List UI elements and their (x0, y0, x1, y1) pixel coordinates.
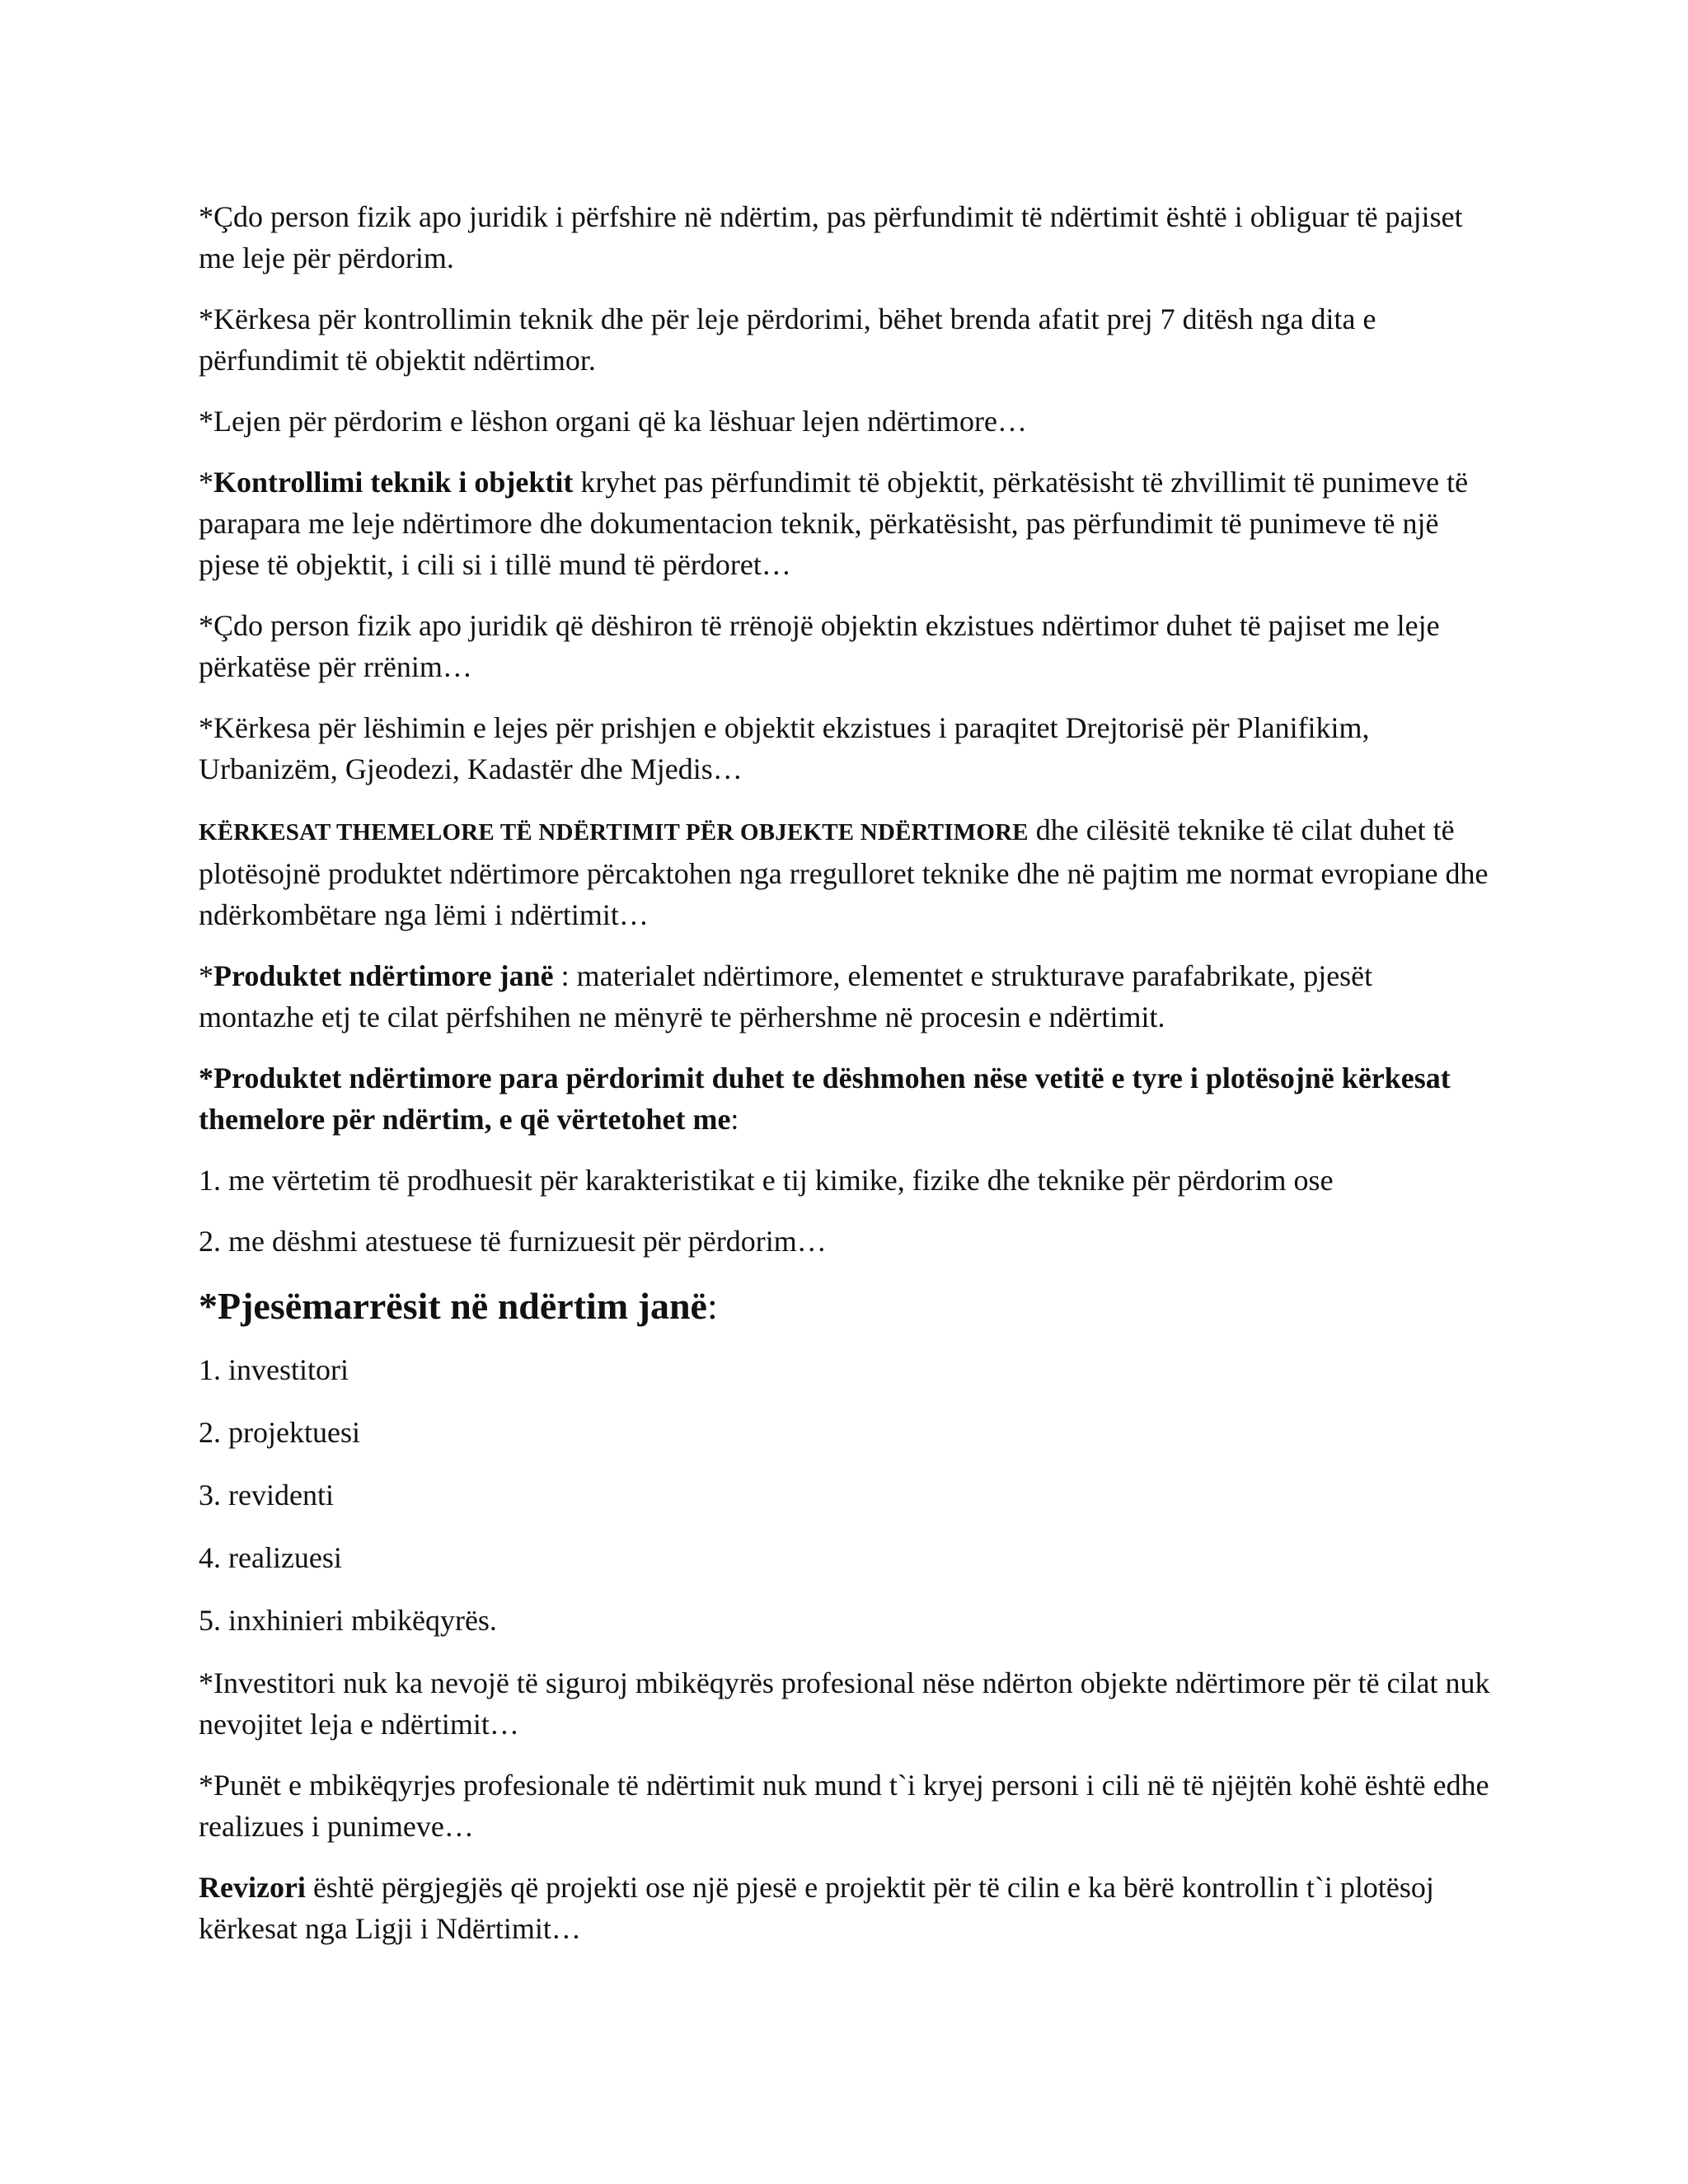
bold-term-construction-products: Produktet ndërtimore janë (213, 959, 554, 992)
caps-term-basic-requirements: KËRKESAT THEMELORE TË NDËRTIMIT PËR OBJEKTE NDËRTIMORE (199, 819, 1029, 846)
paragraph-body: : materialet ndërtimore, elementet e strukturave parafabrikate, pjesët montazhe etj te cilat përfshihen ne mënyrë te përhershme në procesin e ndërtimit. (199, 959, 1373, 1033)
paragraph-permit-issuer: *Lejen për përdorim e lëshon organi që ka lëshuar lejen ndërtimore… (199, 405, 1027, 438)
list-item-participant: 5. inxhinieri mbikëqyrës. (199, 1604, 497, 1637)
list-item-participant: 4. realizuesi (199, 1541, 342, 1574)
heading-colon: : (706, 1285, 718, 1327)
paragraph-demolition-request: *Kërkesa për lëshimin e lejes për prishjen e objektit ekzistues i paraqitet Drejtorisë për Planifikim, Urbanizëm, Gjeodezi, Kadastër dhe Mjedis… (199, 711, 1370, 785)
paragraph-body: kryhet pas përfundimit të objektit, përkatësisht të zhvillimit të punimeve të parapara me leje ndërtimore dhe dokumentacion teknik, përkatësisht, pas përfundimit të punimeve të një pjese të objektit, i cili si i tillë mund të përdoret… (199, 466, 1469, 581)
paragraph-body: : (730, 1103, 739, 1136)
bold-products-proof: *Produktet ndërtimore para përdorimit duhet te dëshmohen nëse vetitë e tyre i plotësojnë kërkesat themelore për ndërtim, e që vërtetohet me (199, 1062, 1451, 1136)
list-item-participant: 2. projektuesi (199, 1416, 360, 1449)
list-item-proof-1: 1. me vërtetim të prodhuesit për karakteristikat e tij kimike, fizike dhe teknike për përdorim ose (199, 1164, 1334, 1197)
paragraph-body: dhe cilësitë teknike të cilat duhet të plotësojnë produktet ndërtimore përcaktohen nga rregulloret teknike dhe në pajtim me normat evropiane dhe ndërkombëtare nga lëmi i ndërtimit… (199, 813, 1489, 931)
list-item-proof-2: 2. me dëshmi atestuese të furnizuesit për përdorim… (199, 1225, 827, 1258)
heading-bold: *Pjesëmarrësit në ndërtim janë (199, 1285, 707, 1327)
paragraph-technical-control-request: *Kërkesa për kontrollimin teknik dhe për leje përdorimi, bëhet brenda afatit prej 7 ditësh nga dita e përfundimit të objektit ndërtimor. (199, 302, 1376, 377)
paragraph-supervision-conflict: *Punët e mbikëqyrjes profesionale të ndërtimit nuk mund t`i kryej personi i cili në të njëjtën kohë është edhe realizues i punimeve… (199, 1769, 1489, 1843)
paragraph-use-permit-obligation: *Çdo person fizik apo juridik i përfshire në ndërtim, pas përfundimit të ndërtimit është i obliguar të pajiset me leje për përdorim. (199, 200, 1463, 274)
list-item-participant: 1. investitori (199, 1353, 349, 1386)
paragraph-products-proof (199, 1057, 1493, 1140)
paragraph-demolition-permit: *Çdo person fizik apo juridik që dëshiron të rrënojë objektin ekzistues ndërtimor duhet të pajiset me leje përkatëse për rrënim… (199, 609, 1440, 683)
paragraph-technical-control (199, 462, 1493, 585)
bold-term-auditor: Revizori (199, 1871, 306, 1904)
paragraph-prefix: * (199, 466, 213, 499)
section-heading-participants (199, 1282, 1493, 1331)
bold-term-technical-control: Kontrollimi teknik i objektit (213, 466, 574, 499)
paragraph-prefix: * (199, 959, 213, 992)
list-item-participant: 3. revidenti (199, 1479, 334, 1511)
paragraph-body: është përgjegjës që projekti ose një pjesë e projektit për të cilin e ka bërë kontrollin t`i plotësoj kërkesat nga Ligji i Ndërtimit… (199, 1871, 1434, 1945)
paragraph-construction-products (199, 955, 1493, 1038)
paragraph-auditor (199, 1867, 1493, 1949)
document-page (199, 196, 1493, 1969)
paragraph-investor-supervisor: *Investitori nuk ka nevojë të siguroj mbikëqyrës profesional nëse ndërton objekte ndërtimore për të cilat nuk nevojitet leja e ndërtimit… (199, 1666, 1490, 1741)
paragraph-basic-requirements (199, 809, 1493, 935)
